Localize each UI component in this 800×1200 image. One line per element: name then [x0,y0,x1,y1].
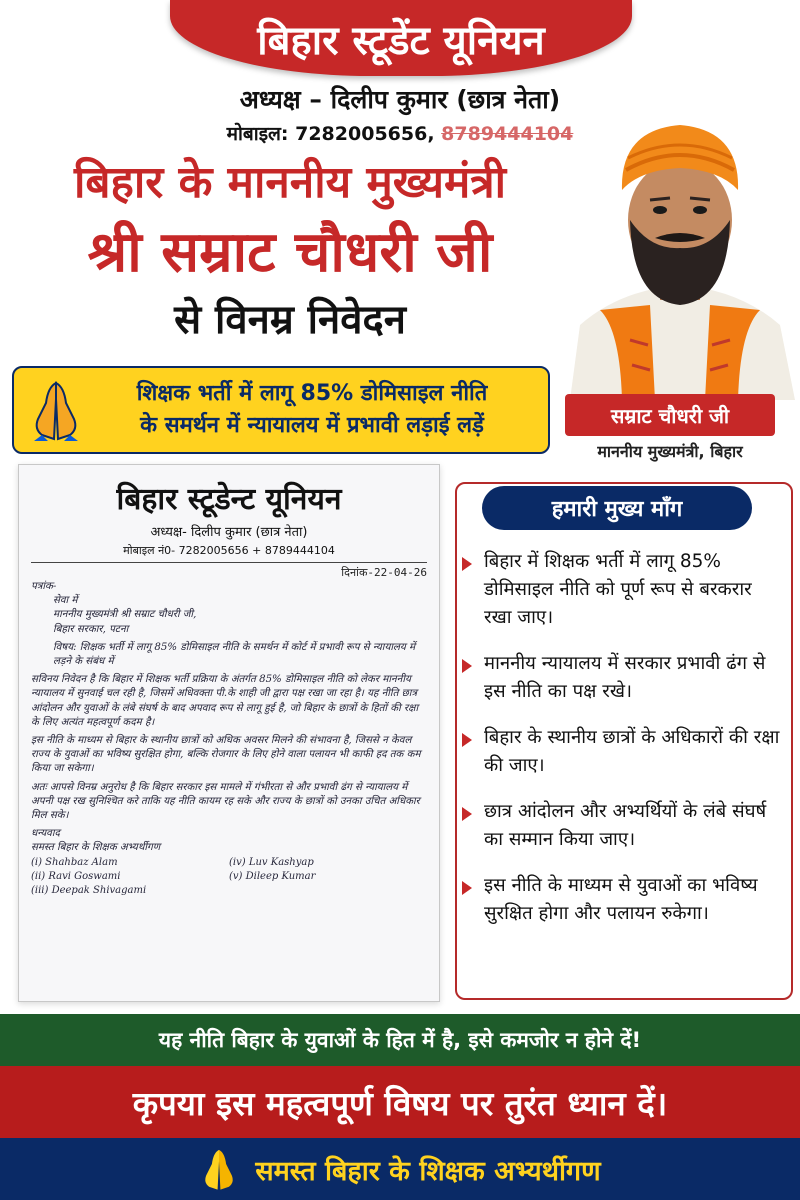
footer-blue-band [0,1138,800,1200]
demands-heading [482,486,752,530]
mobile-label: मोबाइल: 7282005656, [226,123,442,145]
slogan-box [12,366,550,454]
portrait-image [560,110,800,400]
union-title: बिहार स्टूडेंट यूनियन [257,17,545,64]
bullet-arrow-icon [462,659,472,673]
footer-blue-text: समस्त बिहार के शिक्षक अभ्यर्थीगण [255,1155,601,1187]
letter-divider [31,562,427,563]
demand-text: माननीय न्यायालय में सरकार प्रभावी ढंग से इस नीति का पक्ष रखे। [484,653,766,702]
list-item [462,650,784,706]
letter-to-2: माननीय मुख्यमंत्री श्री सम्राट चौधरी जी, [53,609,197,621]
list-item [462,872,784,928]
slogan-line-2: के समर्थन में न्यायालय में प्रभावी लड़ाई लड़ें [140,413,484,438]
bullet-arrow-icon [462,733,472,747]
portrait-name [565,394,775,436]
namaste-hands-icon [199,1147,239,1191]
portrait-name-text: सम्राट चौधरी जी [610,403,730,428]
portrait-title: माननीय मुख्यमंत्री, बिहार [597,442,743,461]
demands-list [462,548,784,946]
letter-para-2: इस नीति के माध्यम से बिहार के स्थानीय छात्रों को अधिक अवसर मिलने की संभावना है, जिससे न केवल राज्य के युवाओं का भविष्य सुरक्षित होगा, बल्कि रोजगार के लिए होने वाला पलायन भी काफी हद तक कम किया जा सकेगा। [31,735,421,775]
letter-signers [31,856,427,899]
letter-para-1: सविनय निवेदन है कि बिहार में शिक्षक भर्ती प्रक्रिया के अंतर्गत 85% डोमिसाइल नीति को लेकर माननीय न्यायालय में सुनवाई चल रही है, जिसमें अधिवक्ता पी.के शाही जी द्वारा पक्ष रखा जा रहा है। यह नीति छात्र आंदोलन और युवाओं के लंबे संघर्ष के बाद अपवाद रूप से लागू हुई है, जो बिहार के छात्रों के हितों की रक्षा के लिए अत्यंत महत्वपूर्ण कदम है। [31,674,419,728]
footer-green-band [0,1014,800,1066]
letter-date: दिनांक-22-04-26 [341,566,427,579]
signer: (ii) Ravi Goswami [31,870,121,882]
headline-cm: बिहार के माननीय मुख्यमंत्री [73,157,507,208]
namaste-hands-icon [28,379,84,441]
demand-text: बिहार के स्थानीय छात्रों के अधिकारों की रक्षा की जाए। [484,727,780,776]
letter-ref: पत्रांक- [31,581,57,592]
letter-mobile: मोबाइल नं0- 7282005656 + 8789444104 [123,544,335,557]
slogan-line-1: शिक्षक भर्ती में लागू 85% डोमिसाइल नीति [136,381,488,406]
letter-signoff: समस्त बिहार के शिक्षक अभ्यर्थीगण [31,842,161,854]
demand-text: बिहार में शिक्षक भर्ती में लागू 85% डोमिसाइल नीति को पूर्ण रूप से बरकरार रखा जाए। [484,551,752,628]
bullet-arrow-icon [462,881,472,895]
letter-subject: विषय: शिक्षक भर्ती में लागू 85% डोमिसाइल नीति के समर्थन में कोर्ट में प्रभावी रूप से न्यायालय में लड़ने के संबंध में [53,641,416,668]
demands-heading-text: हमारी मुख्य माँग [551,497,683,522]
letter-para-3: अतः आपसे विनम्र अनुरोध है कि बिहार सरकार इस मामले में गंभीरता से और प्रभावी ढंग से न्यायालय में अपनी पक्ष रख सुनिश्चित करे ताकि यह नीति कायम रह सके और राज्य के छात्रों को उनका उचित अधिकार मिल सके। [31,781,420,822]
slogan-text [84,378,548,442]
signer: (iii) Deepak Shivagami [31,885,147,897]
letter-title: बिहार स्टूडेन्ट यूनियन [116,482,342,517]
list-item [462,724,784,780]
headline-name: श्री सम्राट चौधरी जी [87,220,493,285]
mobile-redacted: 8789444104 [441,123,574,145]
letter-to-1: सेवा में [53,595,78,607]
signer: (i) Shahbaz Alam [31,856,118,868]
footer-green-text: यह नीति बिहार के युवाओं के हित में है, इसे कमजोर न होने दें! [158,1028,642,1052]
handwritten-letter [18,464,440,1002]
letter-president: अध्यक्ष- दिलीप कुमार (छात्र नेता) [150,525,308,540]
header-banner [170,0,632,76]
bullet-arrow-icon [462,807,472,821]
list-item [462,798,784,854]
letter-to-3: बिहार सरकार, पटना [53,623,129,635]
headline-request: से विनम्र निवेदन [174,297,406,343]
list-item [462,548,784,632]
signer: (v) Dileep Kumar [229,870,316,882]
demand-text: छात्र आंदोलन और अभ्यर्थियों के लंबे संघर्ष का सम्मान किया जाए। [484,801,767,850]
signer: (iv) Luv Kashyap [229,856,314,868]
footer-red-text: कृपया इस महत्वपूर्ण विषय पर तुरंत ध्यान दें। [132,1083,668,1123]
demand-text: इस नीति के माध्यम से युवाओं का भविष्य सुरक्षित होगा और पलायन रुकेगा। [484,875,758,924]
union-president: अध्यक्ष – दिलीप कुमार (छात्र नेता) [239,85,561,114]
bullet-arrow-icon [462,557,472,571]
footer-red-band [0,1066,800,1138]
letter-thanks: धन्यवाद [31,828,60,840]
